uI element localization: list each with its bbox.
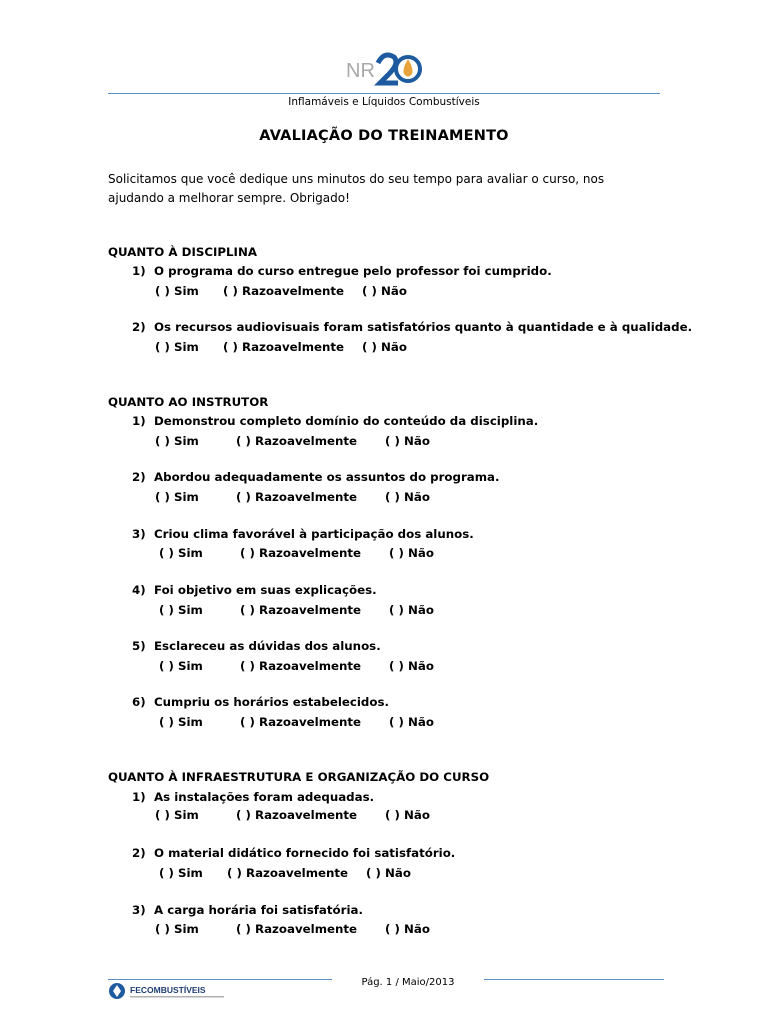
- option-sim[interactable]: ( ) Sim: [155, 490, 199, 504]
- question-number: 5): [132, 639, 146, 653]
- answer-options: [159, 546, 434, 560]
- option-sim[interactable]: ( ) Sim: [155, 922, 199, 936]
- option-razoavelmente[interactable]: ( ) Razoavelmente: [236, 808, 358, 822]
- answer-options: [159, 866, 411, 880]
- question-number: 2): [132, 846, 146, 860]
- option-sim[interactable]: ( ) Sim: [159, 866, 203, 880]
- option-razoavelmente[interactable]: ( ) Razoavelmente: [240, 715, 362, 729]
- question-number: 3): [132, 527, 146, 541]
- question-number: 4): [132, 583, 146, 597]
- intro-paragraph: Solicitamos que você dedique uns minutos do seu tempo para avaliar o curso, nos ajudando a melhorar sempre. Obrigado!: [108, 172, 605, 205]
- option-nao[interactable]: ( ) Não: [385, 490, 430, 504]
- option-nao[interactable]: ( ) Não: [362, 284, 407, 298]
- question-item: [132, 639, 381, 653]
- option-nao[interactable]: ( ) Não: [389, 715, 434, 729]
- answer-options: [155, 434, 430, 448]
- option-nao[interactable]: ( ) Não: [385, 808, 430, 822]
- question-number: 2): [132, 320, 146, 334]
- option-razoavelmente[interactable]: ( ) Razoavelmente: [236, 434, 358, 448]
- question-text: Esclareceu as dúvidas dos alunos.: [154, 639, 381, 653]
- question-text: Os recursos audiovisuais foram satisfatórios quanto à quantidade e à qualidade.: [154, 320, 693, 334]
- question-text: Cumpriu os horários estabelecidos.: [154, 695, 389, 709]
- option-razoavelmente[interactable]: ( ) Razoavelmente: [223, 284, 345, 298]
- question-item: [132, 320, 692, 334]
- option-nao[interactable]: ( ) Não: [389, 603, 434, 617]
- section-title-infraestrutura: QUANTO À INFRAESTRUTURA E ORGANIZAÇÃO DO CURSO: [108, 770, 490, 784]
- question-number: 1): [132, 414, 146, 428]
- answer-options: [159, 715, 434, 729]
- question-number: 1): [132, 264, 146, 278]
- option-nao[interactable]: ( ) Não: [385, 434, 430, 448]
- option-sim[interactable]: ( ) Sim: [155, 340, 199, 354]
- question-item: [132, 790, 374, 804]
- answer-options: [155, 284, 407, 298]
- option-sim[interactable]: ( ) Sim: [155, 284, 199, 298]
- svg-text:NR: NR: [346, 60, 375, 82]
- question-number: 1): [132, 790, 146, 804]
- answer-options: [159, 603, 434, 617]
- question-number: 3): [132, 903, 146, 917]
- header-rule: [108, 93, 660, 94]
- nr20-logo: [344, 47, 424, 87]
- fecombustiveis-logo-text: FECOMBUSTÍVEIS: [130, 985, 206, 995]
- option-razoavelmente[interactable]: ( ) Razoavelmente: [223, 340, 345, 354]
- question-text: Criou clima favorável à participação dos alunos.: [154, 527, 474, 541]
- question-item: [132, 414, 538, 428]
- option-nao[interactable]: ( ) Não: [389, 659, 434, 673]
- question-text: As instalações foram adequadas.: [154, 790, 375, 804]
- option-razoavelmente[interactable]: ( ) Razoavelmente: [236, 922, 358, 936]
- question-text: Abordou adequadamente os assuntos do programa.: [154, 470, 500, 484]
- option-razoavelmente[interactable]: ( ) Razoavelmente: [227, 866, 349, 880]
- question-item: [132, 583, 377, 597]
- question-item: [132, 695, 389, 709]
- option-razoavelmente[interactable]: ( ) Razoavelmente: [240, 659, 362, 673]
- section-title-disciplina: QUANTO À DISCIPLINA: [108, 245, 257, 259]
- question-text: O programa do curso entregue pelo professor foi cumprido.: [154, 264, 552, 278]
- header-subtitle: Inflamáveis e Líquidos Combustíveis: [288, 96, 480, 108]
- option-sim[interactable]: ( ) Sim: [159, 659, 203, 673]
- question-item: [132, 264, 552, 278]
- option-sim[interactable]: ( ) Sim: [159, 603, 203, 617]
- question-number: 6): [132, 695, 146, 709]
- option-nao[interactable]: ( ) Não: [385, 922, 430, 936]
- option-nao[interactable]: ( ) Não: [389, 546, 434, 560]
- page-title: AVALIAÇÃO DO TREINAMENTO: [259, 128, 509, 144]
- option-sim[interactable]: ( ) Sim: [155, 808, 199, 822]
- option-razoavelmente[interactable]: ( ) Razoavelmente: [240, 546, 362, 560]
- answer-options: [155, 340, 407, 354]
- option-sim[interactable]: ( ) Sim: [159, 546, 203, 560]
- answer-options: [155, 490, 430, 504]
- question-text: O material didático fornecido foi satisfatório.: [154, 846, 456, 860]
- option-nao[interactable]: ( ) Não: [362, 340, 407, 354]
- question-text: Demonstrou completo domínio do conteúdo da disciplina.: [154, 414, 539, 428]
- answer-options: [155, 922, 430, 936]
- option-sim[interactable]: ( ) Sim: [155, 434, 199, 448]
- option-sim[interactable]: ( ) Sim: [159, 715, 203, 729]
- option-razoavelmente[interactable]: ( ) Razoavelmente: [236, 490, 358, 504]
- question-item: [132, 903, 363, 917]
- option-nao[interactable]: ( ) Não: [366, 866, 411, 880]
- answer-options: [159, 659, 434, 673]
- option-razoavelmente[interactable]: ( ) Razoavelmente: [240, 603, 362, 617]
- question-text: A carga horária foi satisfatória.: [154, 903, 363, 917]
- question-number: 2): [132, 470, 146, 484]
- section-title-instrutor: QUANTO AO INSTRUTOR: [108, 395, 269, 409]
- question-text: Foi objetivo em suas explicações.: [154, 583, 377, 597]
- question-item: [132, 846, 455, 860]
- page-number: Pág. 1 / Maio/2013: [361, 977, 455, 988]
- answer-options: [155, 808, 430, 822]
- question-item: [132, 470, 500, 484]
- question-item: [132, 527, 474, 541]
